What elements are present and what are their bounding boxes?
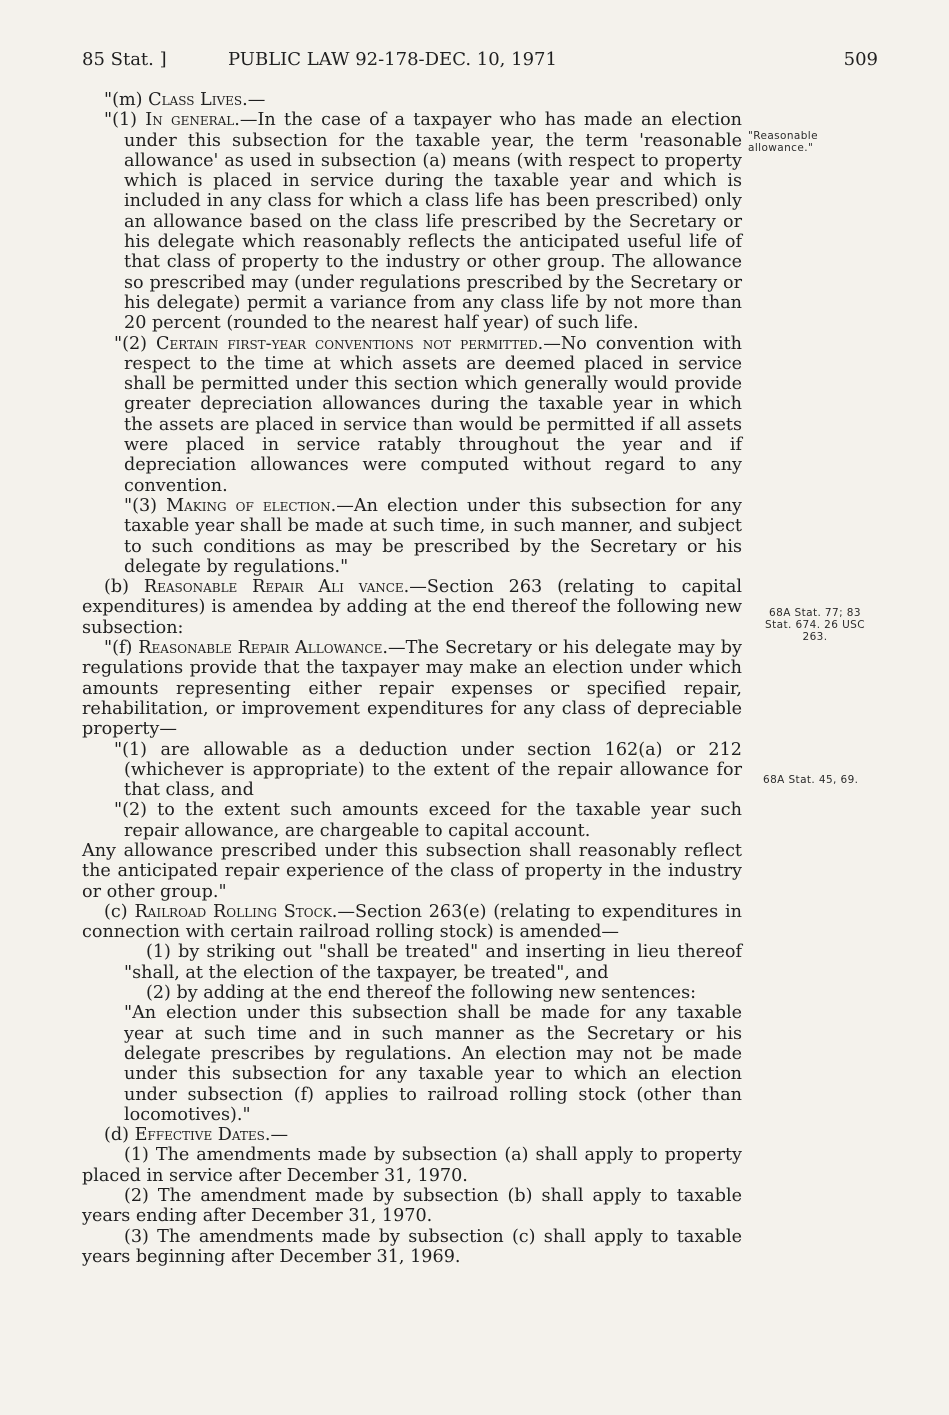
margin-note-stat-ref-1: 68A Stat. 77; 83 Stat. 674. 26 USC 263.	[765, 607, 865, 643]
subsection-c: (c) Railroad Rolling Stock.—Section 263(e) (relating to expenditures in connection with certain railroad rolling stock) is amended—	[82, 901, 742, 943]
paragraph-f-1: "(1) are allowable as a deduction under section 162(a) or 212 (whichever is appropriate) to the extent of the repair allowance for that class, and	[114, 739, 742, 801]
page-number: 509	[843, 49, 878, 70]
paragraph-f-2: "(2) to the extent such amounts exceed for the taxable year such repair allowance, are chargeable to capital account.	[114, 800, 742, 841]
paragraph-c-2-quote: "An election under this subsection shall be made for any taxable year at such time and in such manner as the Secretary or his delegate prescribes by regulations. An election may not be made under this subsection for any taxable year to which an election under subsection (f) applies to railroad rolling stock (other than locomotives)."	[124, 1003, 742, 1125]
paragraph-m-3: "(3) Making of election.—An election under this subsection for any taxable year shall be made at such time, in such manner, and subject to such conditions as may be prescribed by the Secretary or his delegate by regulations."	[124, 495, 742, 577]
law-title: PUBLIC LAW 92-178-DEC. 10, 1971	[228, 49, 557, 70]
subsection-m-heading: "(m) Class Lives.—	[104, 90, 266, 110]
body-text	[82, 90, 742, 1267]
paragraph-d-3: (3) The amendments made by subsection (c) shall apply to taxable years beginning after December 31, 1969.	[82, 1226, 742, 1267]
subsection-f-closing: Any allowance prescribed under this subsection shall reasonably reflect the anticipated repair experience of the class of property in the industry or other group."	[82, 840, 742, 902]
page-header	[82, 47, 878, 73]
paragraph-d-1: (1) The amendments made by subsection (a) shall apply to property placed in service after December 31, 1970.	[82, 1145, 742, 1186]
margin-note-stat-ref-2: 68A Stat. 45, 69.	[763, 774, 859, 786]
subsection-f: "(f) Reasonable Repair Allowance.—The Secretary or his delegate may by regulations provide that the taxpayer may make an election under which amounts representing either repair expenses or specified repair, rehabilitation, or improvement expenditures for any class of depreciable property—	[82, 638, 742, 740]
margin-note-reasonable-allowance: "Reasonable allowance."	[748, 130, 818, 154]
statute-volume: 85 Stat. ]	[82, 49, 167, 70]
paragraph-m-1: "(1) In general.—In the case of a taxpayer who has made an election under this subsection for the taxable year, the term 'reasonable allowance' as used in subsection (a) means (with respect to property which is placed in service during the taxable year and which is included in any class for which a class life has been prescribed) only an allowance based on the class life prescribed by the Secretary or his delegate which reasonably reflects the anticipated useful life of that class of property to the industry or other group. The allowance so prescribed may (under regulations prescribed by the Secretary or his delegate) permit a variance from any class life by not more than 20 percent (rounded to the nearest half year) of such life.	[104, 110, 742, 334]
paragraph-d-2: (2) The amendment made by subsection (b) shall apply to taxable years ending after December 31, 1970.	[82, 1186, 742, 1227]
subsection-d-heading: (d) Effective Dates.—	[104, 1125, 289, 1146]
paragraph-c-1: (1) by striking out "shall be treated" and inserting in lieu thereof "shall, at the election of the taxpayer, be treated", and	[124, 942, 742, 983]
subsection-b: (b) Reasonable Repair Ali vance.—Section 263 (relating to capital expenditures) is amendea by adding at the end thereof the following new subsection:	[82, 577, 742, 638]
paragraph-m-2: "(2) Certain first-year conventions not permitted.—No convention with respect to the time at which assets are deemed placed in service shall be permitted under this section which generally would provide greater depreciation allowances during the taxable year in which the assets are placed in service than would be permitted if all assets were placed in service ratably throughout the year and if depreciation allowances were computed without regard to any convention.	[114, 333, 743, 496]
paragraph-c-2: (2) by adding at the end thereof the following new sentences:	[146, 983, 697, 1004]
